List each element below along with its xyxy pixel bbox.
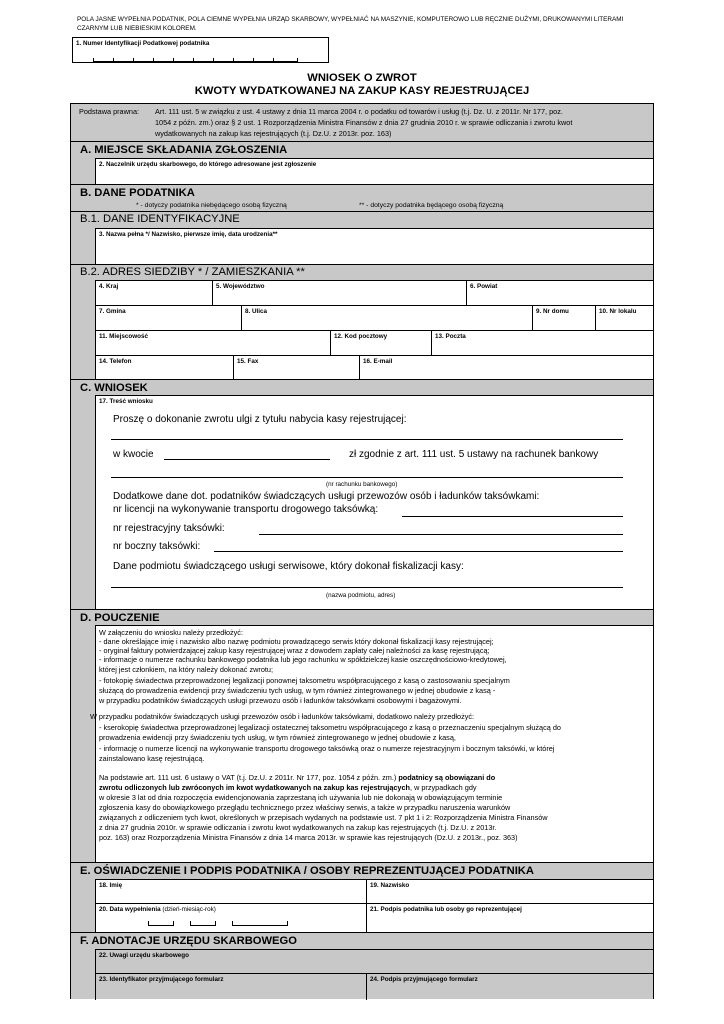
instr-p3-d: , w przypadkach gdy [410,783,477,792]
field-5-label: 5. Województwo [216,283,265,290]
section-e [71,862,653,932]
field-22-label: 22. Uwagi urzędu skarbowego [99,952,189,959]
field-13-label: 13. Poczta [435,333,466,340]
field-15-fax[interactable] [233,355,359,380]
section-b-note1: * - dotyczy podatnika niebędącego osobą fizyczną [136,202,287,209]
field-2-label: 2. Naczelnik urzędu skarbowego, do którego adresowane jest zgłoszenie [99,161,317,168]
section-b2 [71,264,653,379]
field-8-label: 8. Ulica [245,308,268,315]
field-13-post-office[interactable] [431,330,653,355]
service-input[interactable] [111,587,623,588]
section-b2-title: B.2. ADRES SIEDZIBY * / ZAMIESZKANIA ** [80,266,305,278]
instr-p2-1: - kserokopię świadectwa przeprowadzonej legalizacji ostatecznej taksometru współpracującego z kasą o przeznaczeniu specjalnym służącą do [99,723,561,732]
legal-basis [71,104,653,141]
legal-basis-line3: wydatkowanych na zakup kas rejestrujących (t.j. Dz.U. z 2013r. poz. 163) [155,129,392,138]
field-24-receiver-signature [366,973,653,1000]
instr-p1-0: W załączeniu do wniosku należy przedłożyć: [99,628,243,637]
field-18-label: 18. Imię [99,882,123,889]
field-17-request[interactable] [95,395,653,610]
instr-p3-rest-4: poz. 163) oraz Rozporządzenia Ministra Finansów z dnia 14 marca 2013r. w sprawie kas rejestrujących (Dz.U. z 2013r., poz. 363) [99,833,518,842]
side-no-input[interactable] [214,551,623,552]
instr-p2-0: W przypadku podatników świadczących usługi przewozów osób i ładunków taksówkami, dodatkowo należy przedłożyć: [90,712,475,721]
amount-label: w kwocie [113,449,154,460]
instr-p1-2: - oryginał faktury potwierdzającej zakup kasy rejestrującej wraz z dowodem zapłaty całej należności za kasę rejestrującą; [99,646,490,655]
instr-p3-rest-0: w okresie 3 lat od dnia rozpoczęcia ewidencjonowania zaprzestaną ich używania lub nie dokonają w obowiązującym terminie [99,793,503,802]
section-b [71,184,653,211]
field-20-label-text: 20. Data wypełnienia [99,906,161,913]
field-15-label: 15. Fax [237,358,259,365]
section-a [71,141,653,184]
reg-no-input[interactable] [259,534,623,535]
instructions-box [90,625,653,863]
service-label: Dane podmiotu świadczącego usługi serwisowe, który dokonał fiskalizacji kasy: [113,561,464,572]
section-b1-title: B.1. DANE IDENTYFIKACYJNE [80,213,240,225]
field-14-label: 14. Telefon [99,358,132,365]
field-12-label: 12. Kod pocztowy [334,333,388,340]
section-c [71,379,653,609]
field-23-label: 23. Identyfikator przyjmującego formularz [99,976,224,983]
reg-no-label: nr rejestracyjny taksówki: [113,523,225,534]
amount-text: zł zgodnie z art. 111 ust. 5 ustawy na rachunek bankowy [349,449,599,460]
field-10-flat-no[interactable] [595,305,653,330]
instr-p2-2: prowadzenia ewidencji przy świadczeniu tych usług, w tym również zintegrowanego w jednej obudowie z kasą, [99,733,456,742]
instr-p2-4: zainstalowano kasę rejestrującą. [99,754,205,763]
section-d-title: D. POUCZENIE [80,612,160,624]
field-3-name[interactable] [95,228,653,265]
field-21-label: 21. Podpis podatnika lub osoby go reprezentującej [370,906,522,913]
field-11-label: 11. Miejscowość [99,333,149,340]
field-7-label: 7. Gmina [99,308,126,315]
instr-p2-3: - informację o numerze licencji na wykonywanie transportu drogowego taksówką oraz o numerze rejestracyjnym i bocznym taksówki, w której [99,744,555,753]
field-9-label: 9. Nr domu [536,308,569,315]
field-6-label: 6. Powiat [470,283,498,290]
section-a-title: A. MIEJSCE SKŁADANIA ZGŁOSZENIA [80,144,288,156]
field-20-date[interactable] [95,903,366,933]
legal-basis-line1: Art. 111 ust. 5 w związku z ust. 4 ustawy z dnia 11 marca 2004 r. o podatku od towarów i usług (t.j. Dz. U. z 2011r. Nr 177, poz. [155,107,563,116]
field-5-voivodeship[interactable] [212,280,466,305]
field-7-commune[interactable] [95,305,241,330]
form-title-line1: WNIOSEK O ZWROT [307,72,417,84]
instr-p3-rest-2: związanych z odliczeniem tych kwot, określonych w przepisach wydanych na podstawie ust. 7 pkt 1 i 2: Rozporządzenia Ministra Finansów [99,813,548,822]
section-e-title: E. OŚWIADCZENIE I PODPIS PODATNIKA / OSOBY REPREZENTUJĄCEJ PODATNIKA [80,865,534,877]
section-d [71,609,653,862]
date-year-box[interactable] [232,921,288,926]
field-20-hint: (dzień-miesiąc-rok) [162,906,216,913]
taxi-info-line1: Dodatkowe dane dot. podatników świadczących usługi przewozów osób i ładunków taksówkami: [113,491,540,502]
date-month-box[interactable] [190,921,216,926]
field-4-label: 4. Kraj [99,283,119,290]
service-caption: (nazwa podmiotu, adres) [326,592,396,599]
field-24-label: 24. Podpis przyjmującego formularz [370,976,478,983]
instr-p3-rest-1: zgłoszenia kasy do obowiązkowego przeglądu technicznego przez właściwy serwis, a także w przypadku naruszenia warunków [99,803,511,812]
section-f [71,932,653,999]
instr-p1-6: służącą do prowadzenia ewidencji przy świadczeniu tych usług, w tym również zintegrowanego w jednej obudowie z kasą - [99,686,496,695]
field-16-email[interactable] [359,355,653,380]
field-2-tax-office[interactable] [95,158,653,185]
instr-p3-c: zwrotu odliczonych lub zwróconych im kwot wydatkowanych na zakup kas rejestrujących [99,783,411,792]
legal-basis-label: Podstawa prawna: [79,107,140,116]
section-f-title: F. ADNOTACJE URZĘDU SKARBOWEGO [80,935,297,947]
instr-p3-rest-3: z dnia 27 grudnia 2010r. w sprawie odliczania i zwrotu kwot wydatkowanych na zakup kas rejestrujących (t.j. Dz.U. z 2013r. [99,823,497,832]
instr-p1-3: - informacje o numerze rachunku bankowego podatnika lub jego rachunku w spółdzielczej kasie oszczędnościowo-kredytowej, [99,655,507,664]
taxi-info-line2: nr licencji na wykonywanie transportu drogowego taksówką: [113,504,379,515]
legal-basis-line2: 1054 z późn. zm.) oraz § 2 ust. 1 Rozporządzenia Ministra Finansów z dnia 27 grudnia 2010 r. w sprawie odliczania i zwrotu kwot [155,118,573,127]
side-no-label: nr boczny taksówki: [113,541,201,552]
instr-p3-line2 [99,783,477,793]
instr-p1-7: w przypadku podatników świadczących usługi przewozu osób i ładunków taksówkami osobowymi i bagażowymi. [99,696,462,705]
nip-entry-line [93,58,298,62]
field-19-label: 19. Nazwisko [370,882,410,889]
section-b-note2: ** - dotyczy podatnika będącego osobą fizyczną [359,202,504,209]
field-18-first-name[interactable] [95,879,366,903]
field-3-label: 3. Nazwa pełna */ Nazwisko, pierwsze imię, data urodzenia** [99,231,278,238]
instr-p3-line1 [99,773,495,783]
field-22-remarks [95,949,653,973]
amount-input[interactable] [164,459,330,460]
taxi-license-input[interactable] [402,516,623,517]
field-14-phone[interactable] [95,355,233,380]
field-16-label: 16. E-mail [363,358,393,365]
field-6-county[interactable] [466,280,653,305]
section-c-title: C. WNIOSEK [80,382,148,394]
instr-p1-1: - dane określające imię i nazwisko albo nazwę podmiotu prowadzącego serwis który dokonał fiskalizacji kasy rejestrującej; [99,637,494,646]
instr-p3-a: Na podstawie art. 111 ust. 6 ustawy o VAT (t.j. Dz.U. z 2011r. Nr 177, poz. 1054 z późn. zm.) [99,773,399,782]
nip-label: 1. Numer Identyfikacji Podatkowej podatnika [76,40,210,47]
field-19-surname[interactable] [366,879,653,903]
instr-p1-4: której jest członkiem, na który należy dokonać zwrotu; [99,665,273,674]
section-b1 [71,211,653,264]
field-21-signature[interactable] [366,903,653,933]
field-17-label: 17. Treść wniosku [99,398,153,405]
request-text: Proszę o dokonanie zwrotu ulgi z tytułu nabycia kasy rejestrującej: [113,414,407,425]
field-8-street[interactable] [241,305,532,330]
form-title-line2: KWOTY WYDATKOWANEJ NA ZAKUP KASY REJESTRUJĄCEJ [194,85,530,97]
field-23-receiver-id [95,973,366,1000]
section-b-title: B. DANE PODATNIKA [80,187,195,199]
field-10-label: 10. Nr lokalu [599,308,637,315]
header-note: POLA JASNE WYPEŁNIA PODATNIK, POLA CIEMNE WYPEŁNIA URZĄD SKARBOWY, WYPEŁNIAĆ NA MASZYNIE, KOMPUTEROWO LUB RĘCZNIE DUŻYMI, DRUKOWANYMI LITERAMI CZARNYM LUB NIEBIESKIM KOLOREM. [77,16,624,32]
field-12-postcode[interactable] [330,330,431,355]
field-20-label [96,904,366,913]
field-11-city[interactable] [95,330,330,355]
nip-field[interactable] [72,37,329,63]
request-line[interactable] [111,439,623,440]
bank-account-caption: (nr rachunku bankowego) [326,481,398,488]
instr-p1-5: - fotokopię świadectwa przeprowadzonej legalizacji ponownej taksometru współpracującego z kasą o zastosowaniu specjalnym [99,676,510,685]
bank-account-input[interactable] [111,477,623,478]
field-4-country[interactable] [95,280,212,305]
form-body [70,103,654,999]
instr-p3-b: podatnicy są obowiązani do [398,773,496,782]
date-day-box[interactable] [148,921,174,926]
field-9-house-no[interactable] [532,305,595,330]
